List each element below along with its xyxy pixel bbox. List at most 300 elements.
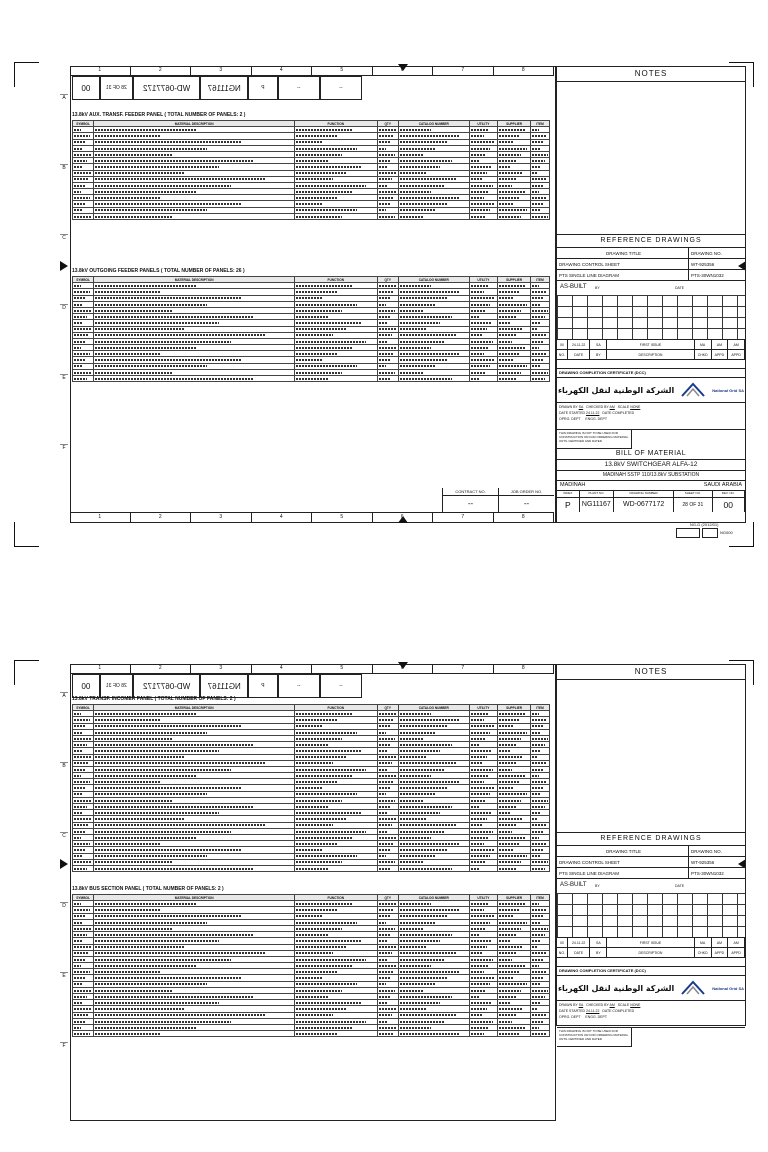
illegible-text-mark (95, 787, 242, 789)
notes-area (557, 680, 745, 833)
illegible-text-mark (471, 946, 487, 948)
illegible-text-mark (499, 855, 527, 857)
illegible-text-mark (532, 185, 543, 187)
illegible-text-mark (499, 903, 525, 905)
bom-table (72, 120, 550, 220)
illegible-text-mark (471, 971, 484, 973)
illegible-text-mark (95, 154, 172, 156)
illegible-text-mark (499, 185, 512, 187)
column-header: SYMBOL (73, 705, 94, 711)
illegible-text-mark (532, 372, 548, 374)
illegible-text-mark (296, 1027, 352, 1029)
illegible-text-mark (499, 1021, 512, 1023)
illegible-text-mark (379, 775, 397, 777)
illegible-text-mark (400, 334, 456, 336)
illegible-text-mark (471, 322, 492, 324)
illegible-text-mark (74, 831, 85, 833)
illegible-text-mark (379, 903, 397, 905)
illegible-text-mark (296, 1021, 366, 1023)
illegible-text-mark (74, 738, 91, 740)
illegible-text-mark (74, 178, 88, 180)
illegible-text-mark (379, 781, 393, 783)
illegible-text-mark (532, 209, 540, 211)
illegible-text-mark (532, 837, 539, 839)
illegible-text-mark (296, 372, 342, 374)
illegible-text-mark (532, 946, 538, 948)
dcc-label: DRAWING COMPLETION CERTIFICATE (DCC) (557, 369, 745, 378)
illegible-text-mark (532, 172, 538, 174)
illegible-text-mark (532, 135, 547, 137)
section-title: 13.8kV OUTGOING FEEDER PANELS ( TOTAL NUMBER OF PANELS: 26 ) (72, 268, 245, 274)
drawing-sheet-1 (0, 54, 768, 554)
column-header: MATERIAL DESCRIPTION (94, 121, 295, 127)
illegible-text-mark (471, 378, 480, 380)
illegible-text-mark (532, 744, 545, 746)
illegible-text-mark (95, 818, 184, 820)
mirrored-title-strip: -- -- P NG11167 WD-0677172 28 OF 31 00 (72, 76, 362, 100)
table-row (73, 376, 550, 382)
illegible-text-mark (379, 855, 386, 857)
illegible-text-mark (74, 185, 85, 187)
illegible-text-mark (95, 353, 160, 355)
column-header: CATALOG NUMBER (398, 705, 469, 711)
illegible-text-mark (379, 946, 396, 948)
illegible-text-mark (471, 915, 495, 917)
illegible-text-mark (74, 365, 82, 367)
illegible-text-mark (74, 191, 81, 193)
illegible-text-mark (471, 793, 490, 795)
illegible-text-mark (471, 135, 484, 137)
illegible-text-mark (95, 769, 231, 771)
illegible-text-mark (296, 959, 366, 961)
illegible-text-mark (532, 148, 540, 150)
illegible-text-mark (95, 849, 242, 851)
illegible-text-mark (499, 316, 516, 318)
illegible-text-mark (471, 928, 485, 930)
illegible-text-mark (74, 160, 87, 162)
illegible-text-mark (532, 959, 543, 961)
illegible-text-mark (471, 818, 487, 820)
illegible-text-mark (532, 990, 548, 992)
illegible-text-mark (95, 372, 172, 374)
company-logo (557, 378, 745, 403)
illegible-text-mark (532, 831, 543, 833)
illegible-text-mark (532, 922, 540, 924)
illegible-text-mark (532, 166, 541, 168)
illegible-text-mark (400, 372, 423, 374)
column-header: UTILITY (469, 277, 497, 283)
illegible-text-mark (95, 806, 254, 808)
illegible-text-mark (400, 744, 452, 746)
illegible-text-mark (296, 806, 328, 808)
revision-table: 00 24.11.22 SA FIRST ISSUE MA AM AM NO. DATE BY DESCRIPTION CHKD APPD APPD (557, 938, 745, 967)
illegible-text-mark (471, 787, 495, 789)
illegible-text-mark (95, 203, 242, 205)
illegible-text-mark (532, 738, 548, 740)
illegible-text-mark (499, 928, 521, 930)
illegible-text-mark (400, 812, 440, 814)
illegible-text-mark (499, 328, 523, 330)
illegible-text-mark (95, 291, 160, 293)
illegible-text-mark (532, 1027, 539, 1029)
illegible-text-mark (95, 334, 266, 336)
bom-table (72, 704, 550, 872)
illegible-text-mark (379, 160, 391, 162)
illegible-text-mark (532, 203, 544, 205)
illegible-text-mark (74, 855, 82, 857)
illegible-text-mark (74, 744, 87, 746)
center-arrow-up-icon (398, 516, 408, 523)
illegible-text-mark (400, 903, 431, 905)
number-header: INDEX PLANT NO. DRAWING NUMBER SHEET NO. REV. NO. (557, 491, 745, 498)
illegible-text-mark (400, 1027, 431, 1029)
illegible-text-mark (296, 762, 333, 764)
illegible-text-mark (499, 719, 519, 721)
ref-header-row: DRAWING TITLE DRAWING NO. (557, 846, 745, 857)
illegible-text-mark (532, 322, 541, 324)
illegible-text-mark (471, 291, 484, 293)
illegible-text-mark (95, 129, 196, 131)
illegible-text-mark (532, 996, 545, 998)
illegible-text-mark (296, 203, 323, 205)
illegible-text-mark (74, 291, 90, 293)
illegible-text-mark (532, 341, 543, 343)
illegible-text-mark (400, 129, 431, 131)
illegible-text-mark (400, 977, 448, 979)
illegible-text-mark (532, 725, 544, 727)
illegible-text-mark (532, 304, 540, 306)
illegible-text-mark (379, 191, 397, 193)
illegible-text-mark (400, 750, 440, 752)
illegible-text-mark (532, 1021, 543, 1023)
illegible-text-mark (499, 359, 514, 361)
illegible-text-mark (471, 775, 488, 777)
zone-ruler-bottom: 1 2 3 4 5 6 7 8 (70, 512, 554, 522)
illegible-text-mark (95, 365, 207, 367)
illegible-text-mark (74, 756, 92, 758)
illegible-text-mark (532, 353, 547, 355)
illegible-text-mark (499, 148, 527, 150)
column-header: SYMBOL (73, 895, 94, 901)
illegible-text-mark (499, 378, 516, 380)
logo-english-text: National Grid SA (712, 387, 745, 393)
column-header: QTY (377, 121, 398, 127)
illegible-text-mark (296, 209, 357, 211)
illegible-text-mark (74, 1027, 81, 1029)
illegible-text-mark (499, 775, 525, 777)
illegible-text-mark (471, 372, 485, 374)
illegible-text-mark (74, 800, 91, 802)
illegible-text-mark (74, 135, 90, 137)
illegible-text-mark (379, 861, 395, 863)
illegible-text-mark (471, 750, 492, 752)
illegible-text-mark (379, 378, 391, 380)
illegible-text-mark (499, 365, 527, 367)
illegible-text-mark (532, 861, 548, 863)
column-header: QTY (377, 895, 398, 901)
illegible-text-mark (379, 868, 391, 870)
illegible-text-mark (74, 316, 87, 318)
illegible-text-mark (379, 304, 386, 306)
bom-section-aux-transf (72, 112, 550, 220)
illegible-text-mark (379, 940, 387, 942)
illegible-text-mark (471, 903, 488, 905)
illegible-text-mark (532, 806, 545, 808)
illegible-text-mark (471, 744, 480, 746)
illegible-text-mark (74, 310, 91, 312)
illegible-text-mark (471, 922, 490, 924)
illegible-text-mark (400, 148, 435, 150)
illegible-text-mark (379, 769, 388, 771)
illegible-text-mark (400, 378, 452, 380)
illegible-text-mark (296, 965, 352, 967)
illegible-text-mark (499, 861, 521, 863)
illegible-text-mark (379, 166, 387, 168)
illegible-text-mark (74, 903, 81, 905)
illegible-text-mark (532, 216, 548, 218)
illegible-text-mark (74, 787, 86, 789)
illegible-text-mark (379, 310, 395, 312)
illegible-text-mark (296, 928, 342, 930)
illegible-text-mark (95, 378, 254, 380)
illegible-text-mark (296, 1014, 333, 1016)
illegible-text-mark (95, 725, 242, 727)
illegible-text-mark (95, 946, 184, 948)
illegible-text-mark (379, 744, 391, 746)
illegible-text-mark (379, 762, 392, 764)
illegible-text-mark (95, 812, 219, 814)
zone-ruler-left: A B C D E F (60, 692, 68, 1112)
illegible-text-mark (471, 166, 492, 168)
illegible-text-mark (499, 849, 514, 851)
illegible-text-mark (95, 934, 254, 936)
illegible-text-mark (74, 762, 88, 764)
illegible-text-mark (74, 154, 91, 156)
illegible-text-mark (471, 1014, 482, 1016)
illegible-text-mark (532, 310, 548, 312)
illegible-text-mark (400, 1021, 444, 1023)
illegible-text-mark (400, 965, 431, 967)
illegible-text-mark (499, 824, 517, 826)
illegible-text-mark (74, 166, 83, 168)
illegible-text-mark (74, 977, 86, 979)
illegible-text-mark (499, 285, 525, 287)
logo-mark-icon (680, 382, 706, 398)
illegible-text-mark (379, 1027, 397, 1029)
illegible-text-mark (379, 806, 391, 808)
illegible-text-mark (532, 316, 545, 318)
illegible-text-mark (400, 793, 435, 795)
illegible-text-mark (400, 928, 423, 930)
illegible-text-mark (471, 812, 492, 814)
illegible-text-mark (532, 965, 539, 967)
illegible-text-mark (379, 837, 397, 839)
illegible-text-mark (296, 769, 366, 771)
illegible-text-mark (296, 334, 333, 336)
illegible-text-mark (74, 285, 81, 287)
illegible-text-mark (296, 812, 361, 814)
illegible-text-mark (499, 793, 527, 795)
illegible-text-mark (379, 983, 386, 985)
illegible-text-mark (400, 909, 460, 911)
ref-row: PTS SINGLE LINE DIAGRAM PTS-30WN1032 (557, 868, 745, 879)
illegible-text-mark (95, 141, 242, 143)
illegible-text-mark (379, 965, 397, 967)
blank-box (676, 528, 700, 538)
logo-english-text: National Grid SA (712, 985, 745, 991)
illegible-text-mark (532, 378, 545, 380)
illegible-text-mark (379, 928, 395, 930)
table-row (73, 213, 550, 219)
notes-heading: NOTES (557, 665, 745, 680)
illegible-text-mark (471, 141, 495, 143)
illegible-text-mark (379, 831, 388, 833)
illegible-text-mark (400, 322, 440, 324)
illegible-text-mark (74, 928, 91, 930)
illegible-text-mark (379, 129, 397, 131)
illegible-text-mark (400, 209, 435, 211)
section-title: 13.8kV AUX. TRANSF. FEEDER PANEL ( TOTAL NUMBER OF PANELS: 2 ) (72, 112, 246, 118)
illegible-text-mark (499, 915, 514, 917)
illegible-text-mark (532, 365, 540, 367)
illegible-text-mark (532, 909, 547, 911)
illegible-text-mark (95, 756, 184, 758)
illegible-text-mark (499, 868, 516, 870)
illegible-text-mark (471, 837, 488, 839)
illegible-text-mark (296, 347, 352, 349)
illegible-text-mark (471, 732, 490, 734)
illegible-text-mark (95, 915, 242, 917)
switchgear-title: 13.8kV SWITCHGEAR ALFA-12 (557, 460, 745, 471)
illegible-text-mark (95, 868, 254, 870)
illegible-text-mark (74, 719, 90, 721)
illegible-text-mark (379, 824, 392, 826)
illegible-text-mark (379, 843, 393, 845)
zone-ruler-top: 1 2 3 4 5 6 7 8 (70, 664, 554, 674)
table-row (73, 1031, 550, 1037)
illegible-text-mark (74, 769, 85, 771)
illegible-text-mark (471, 341, 493, 343)
illegible-text-mark (95, 843, 160, 845)
illegible-text-mark (532, 775, 539, 777)
illegible-text-mark (499, 372, 521, 374)
illegible-text-mark (74, 940, 83, 942)
illegible-text-mark (379, 725, 390, 727)
illegible-text-mark (296, 983, 357, 985)
illegible-text-mark (95, 928, 172, 930)
illegible-text-mark (95, 831, 231, 833)
illegible-text-mark (95, 837, 196, 839)
illegible-text-mark (471, 868, 480, 870)
illegible-text-mark (74, 750, 83, 752)
illegible-text-mark (499, 818, 523, 820)
illegible-text-mark (471, 952, 482, 954)
illegible-text-mark (471, 359, 495, 361)
illegible-text-mark (471, 129, 488, 131)
dcc-label: DRAWING COMPLETION CERTIFICATE (DCC) (557, 967, 745, 976)
reference-drawings-heading: REFERENCE DRAWINGS (557, 833, 745, 846)
illegible-text-mark (499, 713, 525, 715)
illegible-text-mark (400, 732, 435, 734)
illegible-text-mark (296, 915, 323, 917)
illegible-text-mark (296, 909, 337, 911)
illegible-text-mark (379, 849, 390, 851)
illegible-text-mark (74, 983, 82, 985)
illegible-text-mark (296, 738, 342, 740)
illegible-text-mark (95, 719, 160, 721)
illegible-text-mark (95, 971, 160, 973)
column-header: MATERIAL DESCRIPTION (94, 705, 295, 711)
illegible-text-mark (74, 812, 83, 814)
illegible-text-mark (400, 946, 427, 948)
illegible-text-mark (400, 316, 452, 318)
illegible-text-mark (296, 141, 323, 143)
column-header: SUPPLIER (498, 277, 531, 283)
illegible-text-mark (95, 965, 196, 967)
illegible-text-mark (499, 990, 521, 992)
illegible-text-mark (471, 800, 485, 802)
illegible-text-mark (400, 713, 431, 715)
illegible-text-mark (296, 732, 357, 734)
illegible-text-mark (400, 922, 435, 924)
illegible-text-mark (296, 725, 323, 727)
illegible-text-mark (296, 304, 357, 306)
illegible-text-mark (532, 855, 540, 857)
illegible-text-mark (95, 191, 196, 193)
illegible-text-mark (400, 725, 448, 727)
illegible-text-mark (400, 915, 448, 917)
column-header: ITEM (531, 121, 550, 127)
illegible-text-mark (74, 725, 86, 727)
illegible-text-mark (499, 769, 512, 771)
illegible-text-mark (379, 818, 396, 820)
illegible-text-mark (471, 1008, 487, 1010)
illegible-text-mark (471, 148, 490, 150)
illegible-text-mark (471, 831, 493, 833)
illegible-text-mark (379, 291, 393, 293)
illegible-text-mark (296, 940, 361, 942)
logo-arabic-text: الشركة الوطنية لنقل الكهرباء (557, 983, 675, 993)
illegible-text-mark (400, 141, 448, 143)
illegible-text-mark (400, 353, 460, 355)
illegible-text-mark (379, 915, 390, 917)
illegible-text-mark (379, 1008, 396, 1010)
illegible-text-mark (400, 197, 460, 199)
illegible-text-mark (95, 744, 254, 746)
illegible-text-mark (400, 203, 448, 205)
illegible-text-mark (95, 1027, 196, 1029)
illegible-text-mark (379, 952, 392, 954)
illegible-text-mark (400, 285, 431, 287)
illegible-text-mark (95, 1033, 160, 1035)
illegible-text-mark (400, 359, 448, 361)
illegible-text-mark (95, 359, 242, 361)
illegible-text-mark (74, 1014, 88, 1016)
illegible-text-mark (296, 831, 366, 833)
illegible-text-mark (499, 160, 516, 162)
illegible-text-mark (296, 185, 366, 187)
illegible-text-mark (379, 1033, 393, 1035)
illegible-text-mark (74, 946, 92, 948)
illegible-text-mark (95, 800, 172, 802)
illegible-text-mark (499, 971, 519, 973)
illegible-text-mark (499, 334, 517, 336)
illegible-text-mark (95, 996, 254, 998)
illegible-text-mark (95, 347, 196, 349)
illegible-text-mark (74, 359, 86, 361)
illegible-text-mark (532, 1014, 546, 1016)
illegible-text-mark (74, 347, 81, 349)
